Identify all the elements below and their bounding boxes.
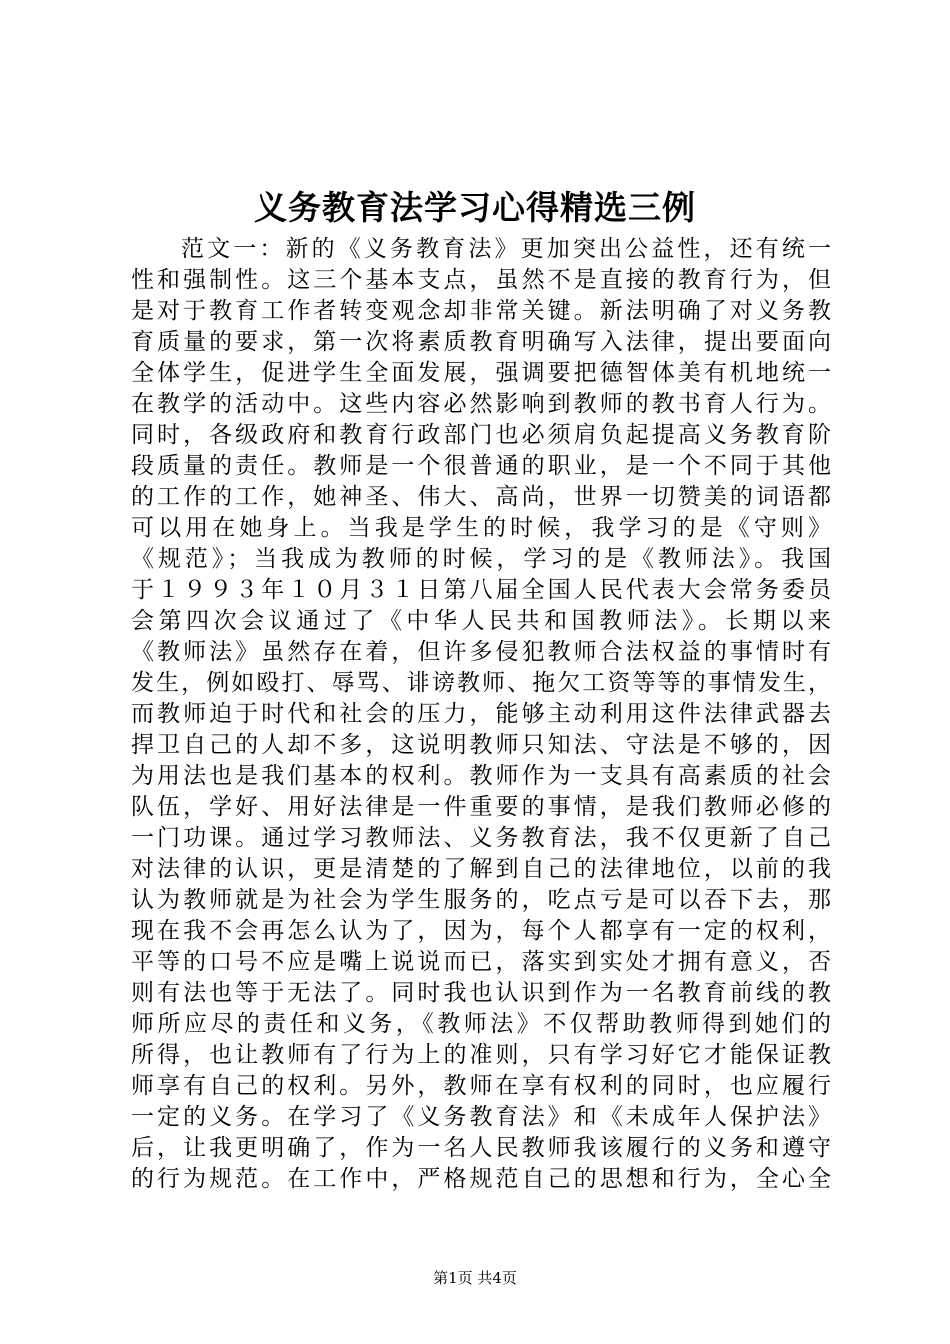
body-line: 捍卫自己的人却不多，这说明教师只知法、守法是不够的，因 — [131, 732, 831, 758]
document-body — [131, 234, 831, 1195]
body-line: 育质量的要求，第一次将素质教育明确写入法律，提出要面向 — [131, 329, 831, 355]
body-line: 全体学生，促进学生全面发展，强调要把德智体美有机地统一 — [131, 360, 831, 386]
body-line: 认为教师就是为社会为学生服务的，吃点亏是可以吞下去，那 — [131, 887, 831, 913]
body-line: 而教师迫于时代和社会的压力，能够主动利用这件法律武器去 — [131, 701, 831, 727]
body-line: 范文一：新的《义务教育法》更加突出公益性，还有统一 — [181, 236, 831, 262]
body-line: 《教师法》虽然存在着，但许多侵犯教师合法权益的事情时有 — [131, 639, 831, 665]
body-line: 于１９９３年１０月３１日第八届全国人民代表大会常务委员 — [131, 577, 831, 603]
body-line: 所得，也让教师有了行为上的准则，只有学习好它才能保证教 — [131, 1042, 831, 1068]
body-line: 一门功课。通过学习教师法、义务教育法，我不仅更新了自己 — [131, 825, 831, 851]
body-line: 一定的义务。在学习了《义务教育法》和《未成年人保护法》 — [131, 1104, 831, 1130]
body-line: 现在我不会再怎么认为了，因为，每个人都享有一定的权利， — [131, 918, 831, 944]
page-number: 第1页 共4页 — [433, 1269, 517, 1287]
body-line: 后，让我更明确了，作为一名人民教师我该履行的义务和遵守 — [131, 1135, 831, 1161]
document-title: 义务教育法学习心得精选三例 — [254, 188, 696, 227]
body-line: 可以用在她身上。当我是学生的时候，我学习的是《守则》 — [131, 515, 831, 541]
body-line: 同时，各级政府和教育行政部门也必须肩负起提高义务教育阶 — [131, 422, 831, 448]
body-line: 队伍，学好、用好法律是一件重要的事情，是我们教师必修的 — [131, 794, 831, 820]
body-line: 是对于教育工作者转变观念却非常关键。新法明确了对义务教 — [131, 298, 831, 324]
body-line: 会第四次会议通过了《中华人民共和国教师法》。长期以来 — [131, 608, 831, 634]
body-line: 段质量的责任。教师是一个很普通的职业，是一个不同于其他 — [131, 453, 831, 479]
body-line: 在教学的活动中。这些内容必然影响到教师的教书育人行为。 — [131, 391, 831, 417]
body-line: 《规范》；当我成为教师的时候，学习的是《教师法》。我国 — [131, 546, 831, 572]
body-line: 性和强制性。这三个基本支点，虽然不是直接的教育行为，但 — [131, 267, 831, 293]
body-line: 的工作的工作，她神圣、伟大、高尚，世界一切赞美的词语都 — [131, 484, 831, 510]
body-line: 则有法也等于无法了。同时我也认识到作为一名教育前线的教 — [131, 980, 831, 1006]
body-line: 对法律的认识，更是清楚的了解到自己的法律地位，以前的我 — [131, 856, 831, 882]
body-line: 的行为规范。在工作中，严格规范自己的思想和行为，全心全 — [131, 1166, 831, 1192]
body-line: 平等的口号不应是嘴上说说而已，落实到实处才拥有意义，否 — [131, 949, 831, 975]
page-footer — [0, 1268, 950, 1288]
body-line: 师享有自己的权利。另外，教师在享有权利的同时，也应履行 — [131, 1073, 831, 1099]
body-line: 发生，例如殴打、辱骂、诽谤教师、拖欠工资等等的事情发生， — [131, 670, 831, 696]
body-line: 师所应尽的责任和义务，《教师法》不仅帮助教师得到她们的 — [131, 1011, 831, 1037]
body-line: 为用法也是我们基本的权利。教师作为一支具有高素质的社会 — [131, 763, 831, 789]
